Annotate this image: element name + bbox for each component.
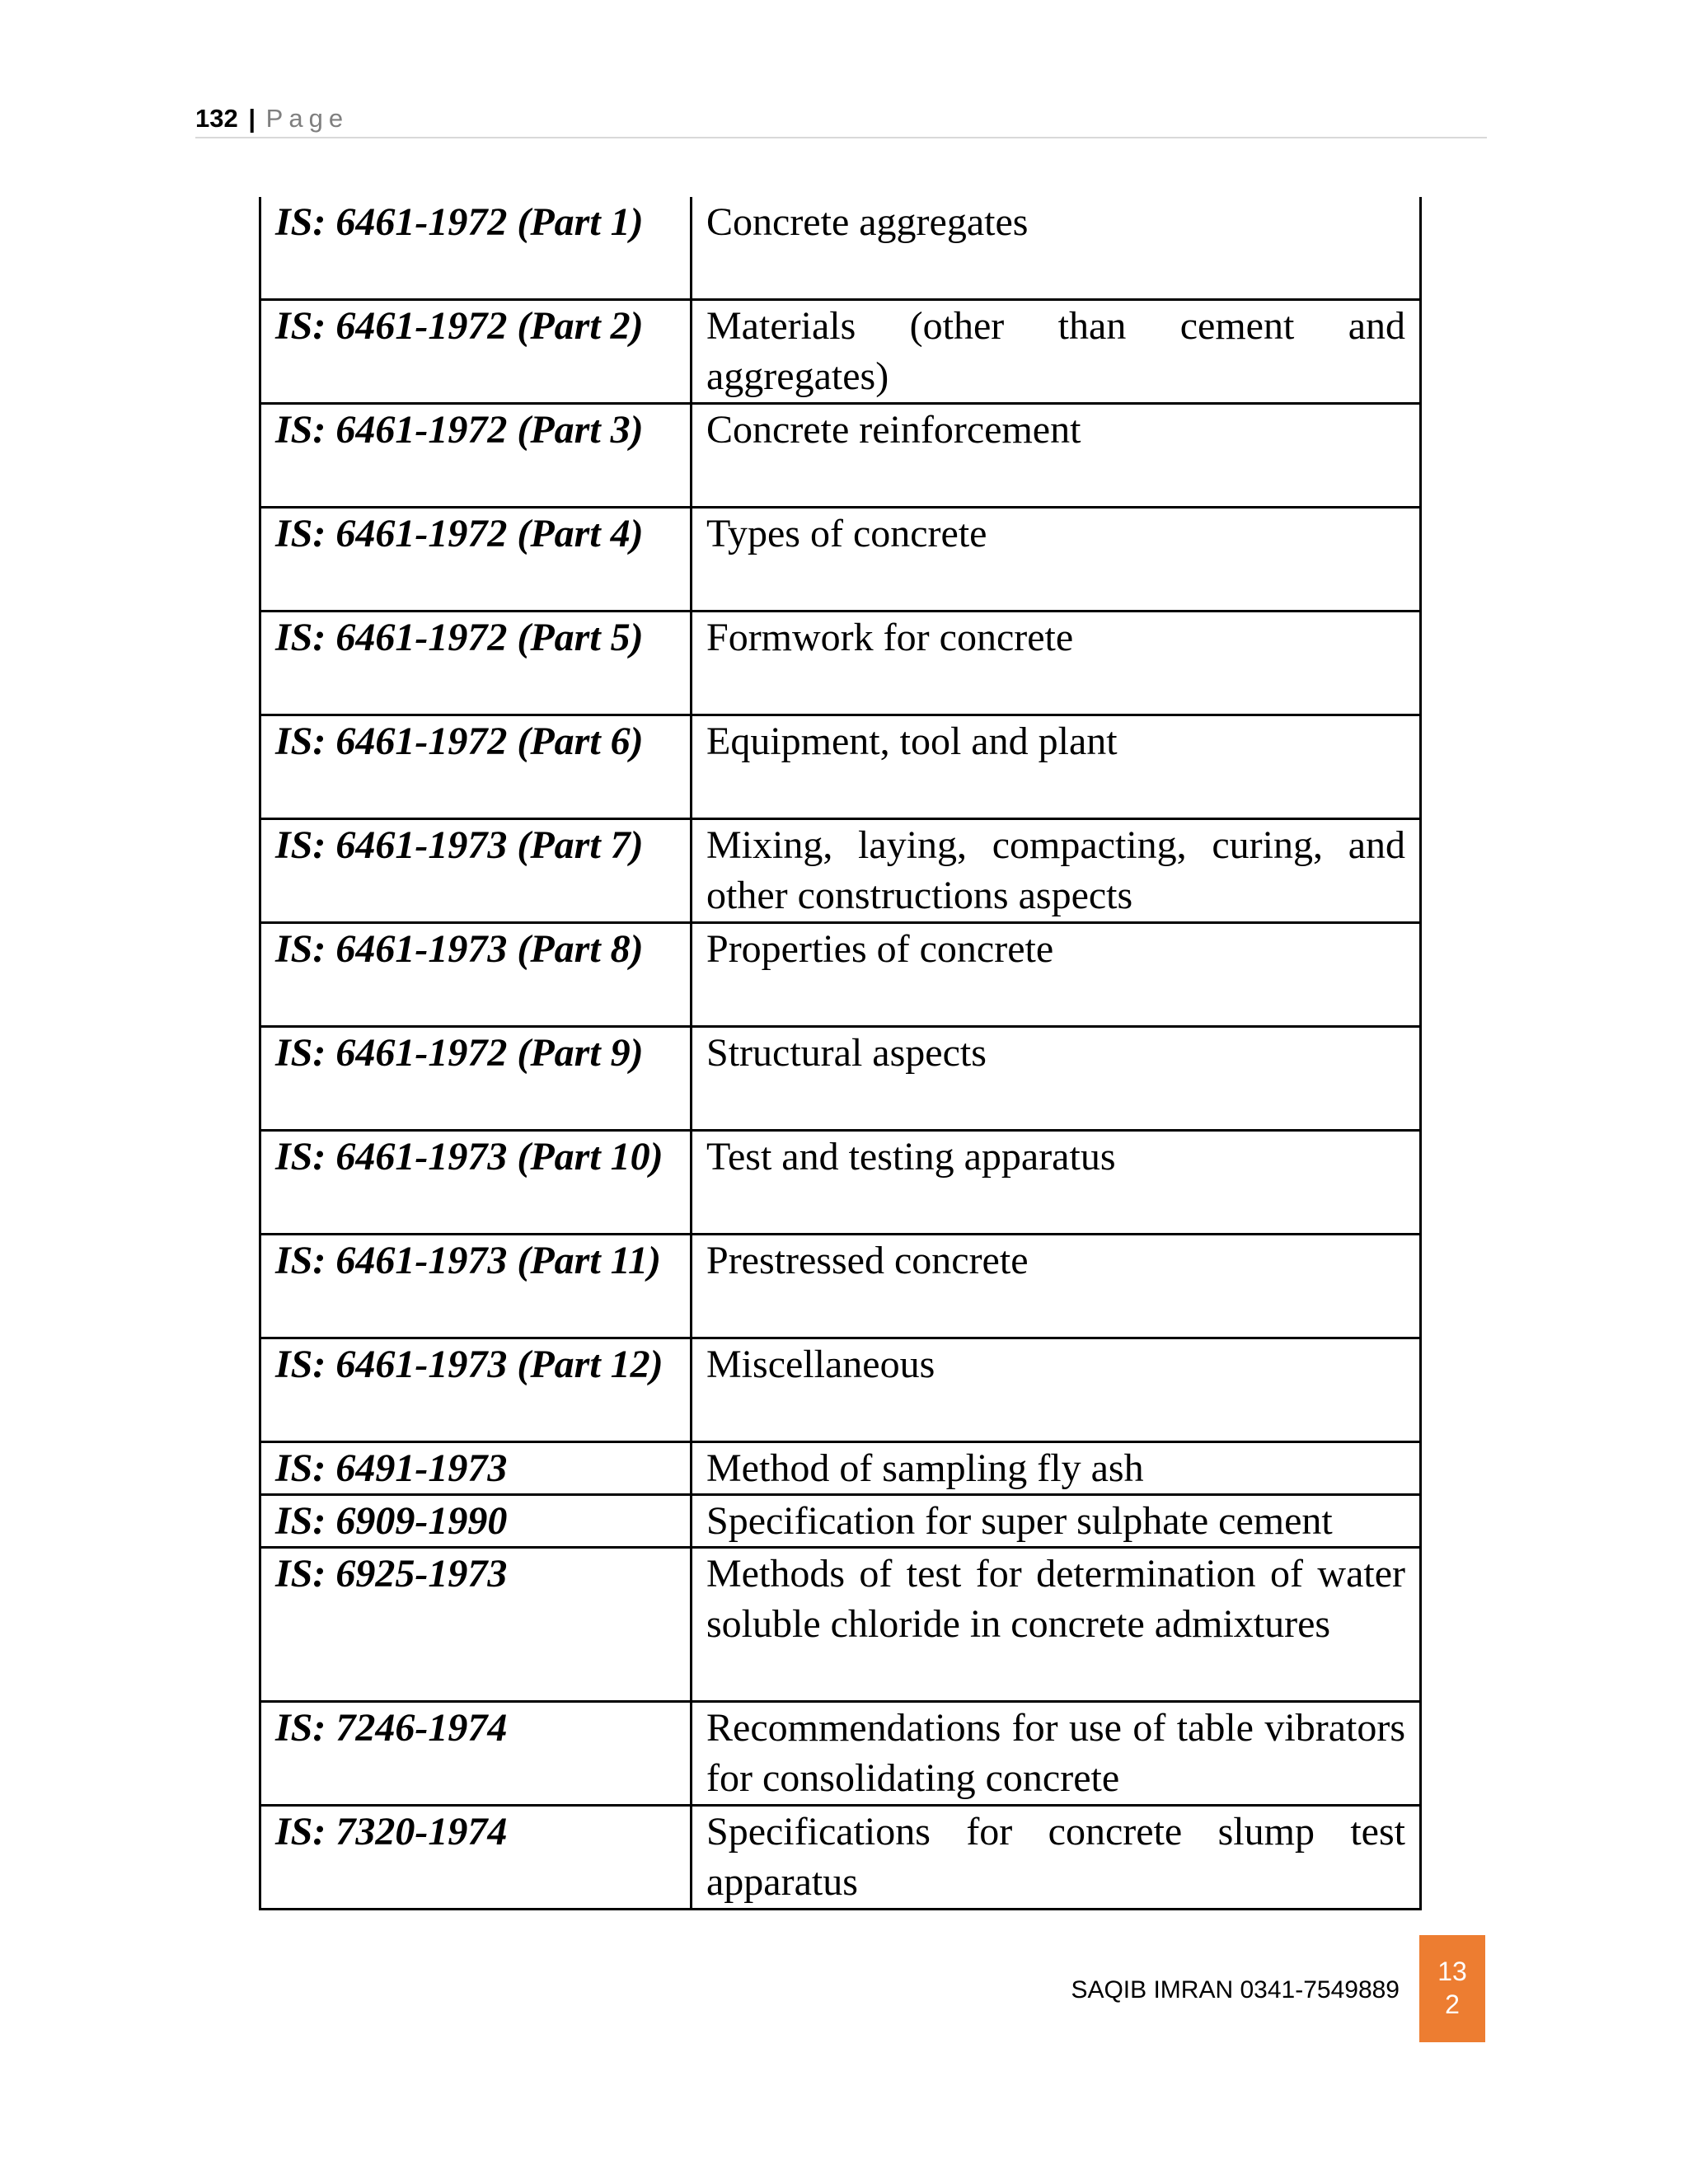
table-row bbox=[260, 1548, 1421, 1702]
standard-description: Recommendations for use of table vibrators for consolidating concrete bbox=[692, 1702, 1421, 1806]
standard-description: Miscellaneous bbox=[692, 1338, 1421, 1442]
standard-description: Prestressed concrete bbox=[692, 1235, 1421, 1338]
standard-code: IS: 6909-1990 bbox=[260, 1495, 692, 1548]
standard-description: Types of concrete bbox=[692, 508, 1421, 612]
table-row bbox=[260, 612, 1421, 715]
standard-code: IS: 6461-1972 (Part 9) bbox=[260, 1027, 692, 1131]
table-row bbox=[260, 715, 1421, 819]
standard-code: IS: 6491-1973 bbox=[260, 1442, 692, 1495]
standard-code: IS: 6461-1973 (Part 11) bbox=[260, 1235, 692, 1338]
standard-description: Concrete reinforcement bbox=[692, 404, 1421, 508]
standards-table bbox=[259, 197, 1422, 1910]
standard-code: IS: 6461-1972 (Part 2) bbox=[260, 300, 692, 404]
footer-author: SAQIB IMRAN 0341-7549889 bbox=[1071, 1976, 1400, 2004]
page-number-badge bbox=[1419, 1935, 1485, 2042]
standard-description: Test and testing apparatus bbox=[692, 1131, 1421, 1235]
standard-code: IS: 6461-1972 (Part 5) bbox=[260, 612, 692, 715]
standard-description: Specification for super sulphate cement bbox=[692, 1495, 1421, 1548]
standard-code: IS: 6461-1973 (Part 8) bbox=[260, 923, 692, 1027]
standard-description: Methods of test for determination of water soluble chloride in concrete admixtures bbox=[692, 1548, 1421, 1702]
table-row bbox=[260, 1338, 1421, 1442]
table-row bbox=[260, 404, 1421, 508]
table-row bbox=[260, 923, 1421, 1027]
standard-description: Properties of concrete bbox=[692, 923, 1421, 1027]
standard-code: IS: 6461-1972 (Part 3) bbox=[260, 404, 692, 508]
badge-line-2: 2 bbox=[1445, 1990, 1460, 2019]
page-label: Page bbox=[265, 104, 349, 133]
table-row bbox=[260, 300, 1421, 404]
table-row bbox=[260, 197, 1421, 300]
table-row bbox=[260, 819, 1421, 923]
standard-description: Formwork for concrete bbox=[692, 612, 1421, 715]
standard-code: IS: 6461-1972 (Part 6) bbox=[260, 715, 692, 819]
table-row bbox=[260, 1235, 1421, 1338]
page-header bbox=[195, 97, 1487, 138]
standard-code: IS: 7246-1974 bbox=[260, 1702, 692, 1806]
standard-description: Specifications for concrete slump test apparatus bbox=[692, 1806, 1421, 1910]
standard-code: IS: 7320-1974 bbox=[260, 1806, 692, 1910]
header-separator: | bbox=[248, 104, 256, 133]
standard-description: Concrete aggregates bbox=[692, 197, 1421, 300]
standard-description: Mixing, laying, compacting, curing, and other constructions aspects bbox=[692, 819, 1421, 923]
standard-code: IS: 6925-1973 bbox=[260, 1548, 692, 1702]
table-row bbox=[260, 1027, 1421, 1131]
standard-description: Method of sampling fly ash bbox=[692, 1442, 1421, 1495]
standard-code: IS: 6461-1972 (Part 4) bbox=[260, 508, 692, 612]
page-number: 132 bbox=[195, 104, 238, 133]
standard-description: Materials (other than cement and aggregates) bbox=[692, 300, 1421, 404]
standard-code: IS: 6461-1973 (Part 10) bbox=[260, 1131, 692, 1235]
standard-code: IS: 6461-1972 (Part 1) bbox=[260, 197, 692, 300]
standard-code: IS: 6461-1973 (Part 12) bbox=[260, 1338, 692, 1442]
table-row bbox=[260, 1702, 1421, 1806]
badge-line-1: 13 bbox=[1437, 1957, 1467, 1986]
table-row bbox=[260, 1495, 1421, 1548]
table-row bbox=[260, 1131, 1421, 1235]
table-row bbox=[260, 508, 1421, 612]
standard-code: IS: 6461-1973 (Part 7) bbox=[260, 819, 692, 923]
table-row bbox=[260, 1442, 1421, 1495]
table-row bbox=[260, 1806, 1421, 1910]
standard-description: Equipment, tool and plant bbox=[692, 715, 1421, 819]
standard-description: Structural aspects bbox=[692, 1027, 1421, 1131]
